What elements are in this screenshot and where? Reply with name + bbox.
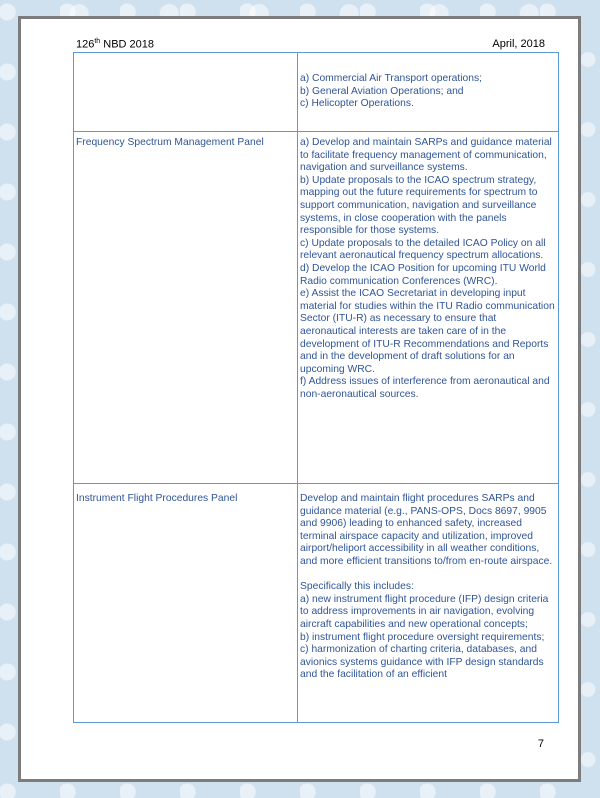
table-row (74, 132, 559, 484)
paragraph-gap (300, 569, 555, 582)
list-item: b) instrument flight procedure oversight requirements; (300, 631, 545, 643)
list-item: b) Update proposals to the ICAO spectrum strategy, mapping out the future requirements for spectrum to support communication, navigation and surveillance systems, in close cooperation with the panels responsible for those systems. (300, 174, 538, 237)
list-item: f) Address issues of interference from aeronautical and non-aeronautical sources. (300, 376, 550, 400)
panel-terms-cell (298, 132, 559, 484)
panel-name-cell: Frequency Spectrum Management Panel (74, 132, 298, 484)
header-event-number: 126 (76, 38, 95, 51)
list-item: a) Develop and maintain SARPs and guidance material to facilitate frequency management of communication, navigation and surveillance systems. (300, 137, 552, 174)
panels-table (73, 52, 559, 723)
list-item: a) Commercial Air Transport operations; (300, 73, 482, 84)
header-left (76, 38, 154, 51)
panel-terms-cell (298, 484, 559, 723)
list-item: Develop and maintain flight procedures SARPs and guidance material (e.g., PANS-OPS, Docs 8697, 9905 and 9906) leading to enhanced safety, increased terminal airspace capacity and utilization, improved airport/heliport accessibility in all weather conditions, and more efficient transitions to/from en-route airspace. (300, 493, 553, 567)
header-event-suffix: th (94, 38, 101, 45)
page-number: 7 (537, 738, 544, 750)
panel-terms-cell (298, 53, 559, 132)
list-item: b) General Aviation Operations; and (300, 85, 464, 97)
panel-name-cell (74, 53, 298, 132)
list-item: c) harmonization of charting criteria, databases, and avionics systems guidance with IFP design standards and the facilitation of an efficient (300, 644, 544, 681)
document-page (18, 16, 581, 782)
list-item: c) Update proposals to the detailed ICAO Policy on all relevant aeronautical frequency spectrum allocations. (300, 237, 546, 262)
list-item: d) Develop the ICAO Position for upcoming ITU World Radio communication Conferences (WRC). (300, 262, 546, 287)
header-event-name: NBD 2018 (100, 38, 155, 51)
header-date: April, 2018 (492, 38, 545, 50)
list-item: Specifically this includes: (300, 581, 414, 593)
table-row (74, 484, 559, 723)
panel-name-cell: Instrument Flight Procedures Panel (74, 484, 298, 723)
list-item: a) new instrument flight procedure (IFP) design criteria to address improvements in air navigation, evolving aircraft capabilities and new operational concepts; (300, 593, 549, 630)
table-row (74, 53, 559, 132)
list-item: e) Assist the ICAO Secretariat in developing input material for studies within the ITU Radio communication Sector (ITU-R) as necessary to ensure that aeronautical interests are taken care of in the development of ITU-R Recommendations and Reports and in the development of draft solutions for an upcoming WRC. (300, 288, 555, 375)
list-item: c) Helicopter Operations. (300, 98, 414, 110)
